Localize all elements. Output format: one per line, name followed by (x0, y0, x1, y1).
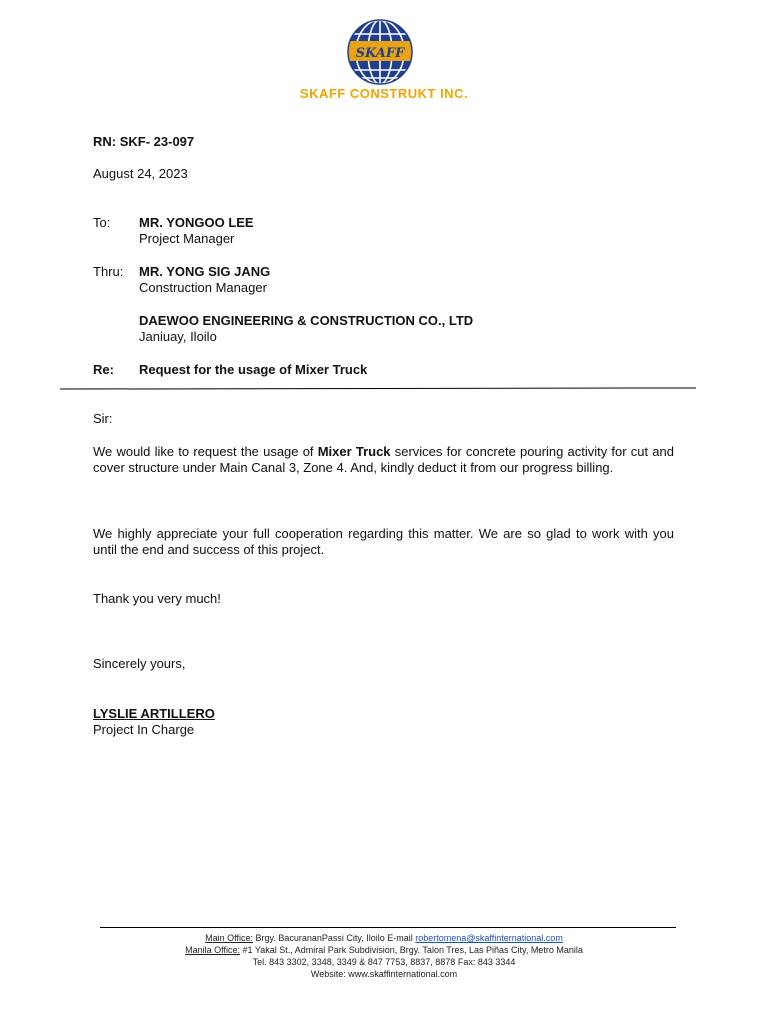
salutation: Sir: (93, 411, 113, 426)
thru-name: MR. YONG SIG JANG (139, 264, 271, 279)
recipient-company: DAEWOO ENGINEERING & CONSTRUCTION CO., LTD (139, 313, 474, 328)
footer-manila-office (0, 944, 768, 956)
footer-main-office (0, 932, 768, 944)
company-name: SKAFF CONSTRUKT INC. (299, 86, 469, 101)
header-divider (60, 387, 696, 389)
email-link[interactable]: robertomena@skaffinternational.com (415, 933, 563, 943)
signatory-name: LYSLIE ARTILLERO (93, 706, 215, 721)
re-subject: Request for the usage of Mixer Truck (139, 362, 368, 377)
thru-title: Construction Manager (139, 280, 267, 295)
footer-divider (100, 927, 676, 928)
closing: Sincerely yours, (93, 656, 186, 671)
paragraph-request-start: We would like to request the usage of (93, 444, 318, 459)
paragraph-request-end: services for concrete pouring activity for cut and cover structure under Main Canal 3, Zone 4. And, kindly deduct it from our progress billing. (93, 444, 674, 475)
paragraph-thanks: Thank you very much! (93, 591, 221, 606)
manila-office-label: Manila Office: (185, 945, 241, 955)
main-office-label: Main Office: (205, 933, 254, 943)
footer-telephone: Tel. 843 3302, 3348, 3349 & 847 7753, 8837, 8878 Fax: 843 3344 (252, 957, 516, 967)
re-label: Re: (93, 362, 114, 377)
paragraph-request-bold: Mixer Truck (317, 444, 391, 459)
globe-logo-icon (344, 16, 416, 88)
footer-website: Website: www.skaffinternational.com (310, 969, 458, 979)
reference-number: RN: SKF- 23-097 (93, 134, 195, 149)
signatory-title: Project In Charge (93, 722, 195, 737)
manila-office-address: #1 Yakal St., Admiral Park Subdivision, Brgy. Talon Tres, Las Piñas City, Metro Manila (240, 945, 583, 955)
main-office-address: Brgy. BacurananPassi City, Iloilo E-mail (253, 933, 416, 943)
thru-label: Thru: (93, 264, 124, 279)
recipient-location: Janiuay, Iloilo (139, 329, 217, 344)
paragraph-appreciation: We highly appreciate your full cooperation regarding this matter. We are so glad to work with you until the end and success of this project. (93, 526, 674, 557)
letter-date: August 24, 2023 (93, 166, 188, 181)
to-name: MR. YONGOO LEE (139, 215, 254, 230)
paragraph-request (93, 444, 674, 476)
to-label: To: (93, 215, 111, 230)
logo-text: SKAFF (355, 46, 405, 61)
company-logo (344, 16, 416, 88)
to-title: Project Manager (139, 231, 235, 246)
